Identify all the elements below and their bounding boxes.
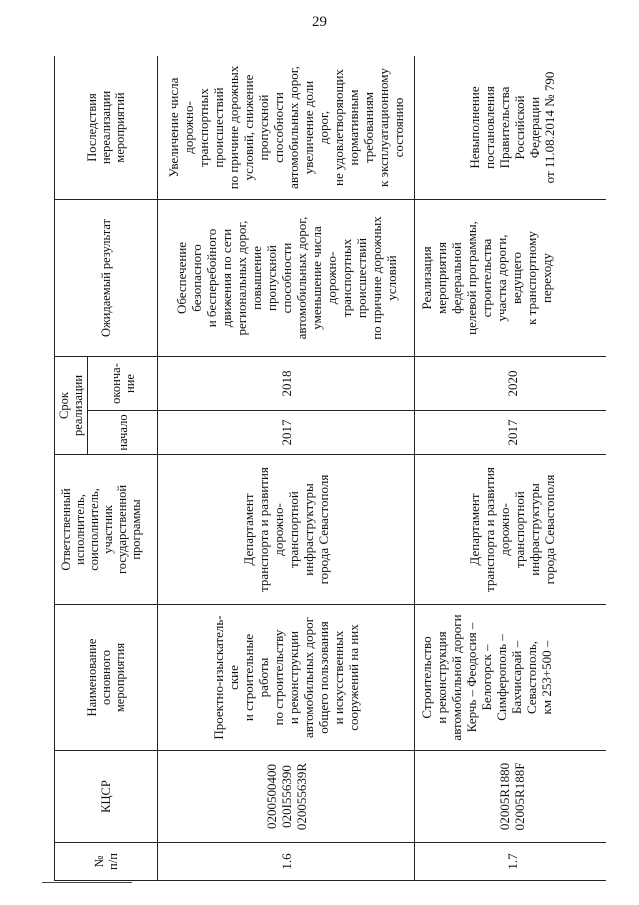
header-measure-name: Наименование основного мероприятия <box>55 605 158 751</box>
rotated-table-container <box>54 56 606 881</box>
row-end: 2018 <box>158 357 415 411</box>
table-row <box>158 56 415 881</box>
header-term: Срок реализации <box>55 357 88 455</box>
program-measures-table <box>54 56 606 881</box>
row-measure-name: Строительство и реконструкция автомобильной дороги Керчь – Феодосия – Белогорск – Симферополь – Бахчисарай – Севастополь, км 253+500 – <box>415 605 607 751</box>
row-expected-result: Обеспечение безопасного и бесперебойного движения по сети региональных дорог, повышение пропускной способности автомобильных дорог, уменьшение числа дорожно- транспортных происшествий по причине дорожных условий <box>158 200 415 357</box>
header-expected-result: Ожидаемый результат <box>55 200 158 357</box>
row-consequences: Увеличение числа дорожно- транспортных происшествий по причине дорожных условий, снижение пропускной способности автомобильных дорог, увеличение доли дорог, не удовлетворяющих нормативным требованиям к эксплуатационному состоянию <box>158 56 415 200</box>
row-kcsr: 0200500400 020I556390 020055639R <box>158 751 415 843</box>
row-executor: Департамент транспорта и развития дорожно- транспортной инфраструктуры города Севастополя <box>158 455 415 605</box>
rotated-table-frame <box>54 56 606 881</box>
row-num: 1.6 <box>158 843 415 881</box>
row-kcsr: 02005R1880 02005R188F <box>415 751 607 843</box>
row-end: 2020 <box>415 357 607 411</box>
row-expected-result: Реализация мероприятия федеральной целевой программы, строительства участка дороги, ведущего к транспортному переходу <box>415 200 607 357</box>
table-row <box>415 56 607 881</box>
row-executor: Департамент транспорта и развития дорожно- транспортной инфраструктуры города Севастополя <box>415 455 607 605</box>
row-start: 2017 <box>158 411 415 455</box>
header-end: оконча- ние <box>88 357 158 411</box>
row-num: 1.7 <box>415 843 607 881</box>
row-measure-name: Проектно-изыскатель- ские и строительные работы по строительству и реконструкции автомобильных дорог общего пользования и искусственных сооружений на них <box>158 605 415 751</box>
header-num: № п/п <box>55 843 158 881</box>
footnote-divider <box>42 882 132 883</box>
header-consequences: Последствия нереализации мероприятий <box>55 56 158 200</box>
header-row-1 <box>55 56 88 881</box>
header-executor: Ответственный исполнитель, соисполнитель, участник государственной программы <box>55 455 158 605</box>
header-kcsr: КЦСР <box>55 751 158 843</box>
row-start: 2017 <box>415 411 607 455</box>
page-number: 29 <box>312 14 327 30</box>
header-start: начало <box>88 411 158 455</box>
row-consequences: Невыполнение постановления Правительства Российской Федерации от 11.08.2014 № 790 <box>415 56 607 200</box>
